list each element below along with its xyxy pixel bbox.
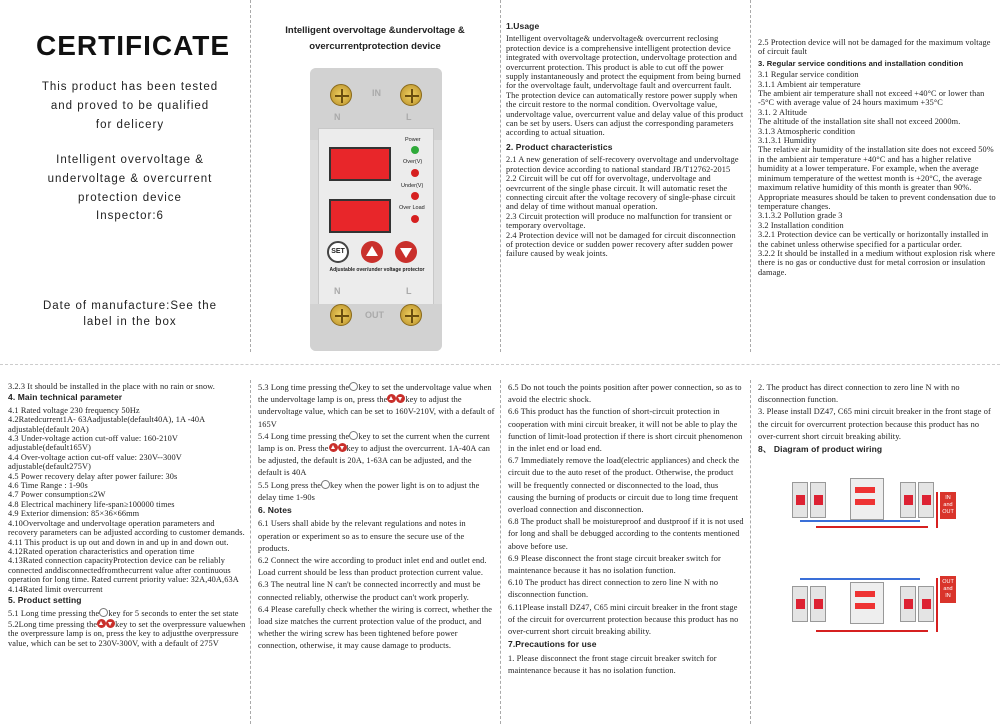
wire-blue [800,520,920,522]
technical-item: 4.6 Time Range : 1-90s [8,481,88,491]
note-item: 6.7 Immediately remove the load(electric appliances) and check the circuit due to the auto reset of the product. Otherwise, the product will be frequently connected or disconnected to the load, thus causing the burning of products or circuit due to long time frequent overload connection and disconnection. [508,456,740,515]
set-key-icon [321,480,330,489]
over-v-led-icon [411,169,419,177]
protector-icon [850,582,884,624]
setting-text: 5.1 Long time pressing the [8,609,100,619]
breaker-icon [792,482,808,518]
power-led-label: Power [405,137,421,143]
technical-item: 4.14Rated limit overcurrent [8,584,103,594]
notes-continued-panel [508,382,746,722]
wire-red [816,630,928,632]
setting-step [8,608,246,618]
service-item: 3.1 Regular service condition [758,70,859,80]
note-item: 6.9 Please disconnect the front stage circuit breaker switch for maintenance because it has no isolation function. [508,553,721,576]
under-v-led-icon [411,192,419,200]
note-item: 6.11Please install DZ47, C65 mini circuit breaker in the front stage of the circuit for overcurrent protection because this product has no over-current short circuit breaking ability. [508,602,739,637]
setting-text: key to adjust the undervoltage value, which can be set to 160V-210V, with a default of 165V [258,395,495,429]
usage-title: 1.Usage [506,21,540,31]
technical-item: 4.7 Power consumption≤2W [8,490,106,500]
breaker-icon [918,482,934,518]
bottom-l-label: L [406,286,412,296]
breaker-icon [900,482,916,518]
precaution-item: 1. Please disconnect the front stage circuit breaker switch for maintenance because it has no isolation function. [508,653,717,675]
certificate-product-line1: Intelligent overvoltage & [56,154,204,166]
in-terminal-label: IN [372,88,381,98]
wiring-text-panel [758,382,996,468]
screw-icon [330,304,352,326]
technical-item: 4.2Ratedcurrent1A- 63Aadjustable(default40A), 1A -40A adjustable(default 20A) [8,415,205,434]
service-title: 3. Regular service conditions and installation condition [758,58,964,68]
certificate-qualified-line: and proved to be qualified [50,100,210,112]
certificate-product-line2: undervoltage & overcurrent [47,173,213,185]
device-front-face [318,128,434,306]
setting-text: key to set the undervoltage value when the undervoltage lamp is on, press the [258,383,492,405]
service-item: 3.1.3 Atmospheric condition [758,126,856,136]
tag-text: OUT [942,509,954,515]
characteristic-item: 2.1 A new generation of self-recovery overvoltage and undervoltage protection device according to national standard JB/T12762-2015 [506,155,739,174]
screw-icon [330,84,352,106]
certificate-tested-line: This product has been tested [41,81,219,93]
up-key-icon [387,394,396,403]
technical-panel [8,382,246,722]
device-caption: Adjustable over/under voltage protector [329,267,425,273]
wire-red [816,526,928,528]
technical-item: 4.9 Exterior dimension: 85×36×66mm [8,509,140,519]
usage-panel [506,20,744,352]
up-key-icon [97,619,106,628]
setting-step [258,480,496,504]
technical-item: 4.5 Power recovery delay after power failure: 30s [8,471,178,481]
service-item: The relative air humidity of the installation site does not exceed 50% in the ambient air temperature +40°C and has a higher relative humidity at a lower temperature. For example, when the average minimum temperature of the wettest month is +20°C, the average maximum relative humidity of this month is greater than 90%. Appropriate measures should be taken to prevent condensation due to temperature changes. [758,145,996,211]
service-intro: 2.5 Protection device will not be damaged for the maximum voltage of circuit fault [758,38,991,57]
note-item: 6.8 The product shall be moistureproof and dustproof if it is not used for long and shall be debugged according to the contents mentioned above before use. [508,517,744,551]
service-item: 3.1. 2 Altitude [758,107,807,117]
wire-red [936,492,938,528]
notes-title: 6. Notes [258,505,292,516]
setting-text: 5.5 Long press the [258,480,322,490]
usage-text: Intelligent overvoltage& undervoltage& overcurrent reclosing protection device is a comprehensive intelligent protection device integrated with overvoltage protection, undervoltage protection and overcurrent protection. This product is able to cut off the power supply instantaneously and protect the equipment from being burned for the overvoltage fault, undervoltage fault and overcurrent fault. The protection device can automatically restore power supply when the circuit restore to the normal condition. Overvoltage value, undervoltage value, overcurrent value and delay value of this product can be set by users. Users can adjust the corresponding parameters according to actual situation. [506,34,744,138]
breaker-icon [810,482,826,518]
note-item: 6.4 Please carefully check whether the wiring is correct, whether the load size matches the current protection value of the product, and whether the wiring screw has been tightened before power connection, otherwise, it may cause damage to products. [258,604,493,651]
set-key-icon [99,608,108,617]
tag-text: and [943,586,953,592]
technical-item: 4.13Rated connection capacityProtection device can be reliably connected anddisconnectedfromthecurrent value after continuous operation for long time. Rated current priority value: 32A,40A,63A [8,556,239,585]
technical-intro: 3.2.3 It should be installed in the place with no rain or snow. [8,382,215,391]
characteristic-item: 2.4 Protection device will not be damaged for circuit disconnection of protection device or sudden power recovery after sudden power failure caused by weak joints. [506,230,736,259]
service-item: The ambient air temperature shall not exceed +40°C or lower than -5°C with average value of 24 hours maximum +35°C [758,89,985,108]
under-v-led-label: Under(V) [401,183,424,189]
technical-item: 4.3 Under-voltage action cut-off value: 160-210V adjustable(default165V) [8,434,178,453]
device-heading-line2: overcurrentprotection device [309,41,441,52]
screw-icon [400,84,422,106]
certificate-delicery-line: for delicery [95,119,165,131]
wiring-item: 2. The product has direct connection to zero line N with no disconnection function. [758,383,960,405]
setting-text: key for 5 seconds to enter the set state [108,609,239,619]
setting-text: key to adjust the overcurrent. 1A-40A can be adjusted, the default is 20A, 1-63A can be adjusted, and the default is 40A [258,444,491,478]
down-key-icon [338,443,347,452]
certificate-product-line3: protection device [78,192,182,204]
setting-text: key when the power light is on to adjust the delay time 1-90s [258,480,480,502]
setting-step [258,431,496,480]
wire-red [936,578,938,632]
service-item: 3.1.3.2 Pollution grade 3 [758,211,843,221]
certificate-date-line2: label in the box [83,316,177,328]
set-key-icon [349,431,358,440]
out-terminal-label: OUT [365,310,384,320]
n-terminal-label: N [334,112,341,122]
up-key-icon [329,443,338,452]
breaker-icon [792,586,808,622]
breaker-icon [900,586,916,622]
service-panel [758,38,996,338]
setting-text: 5.2Long time pressing the [8,619,98,629]
setting-text: 5.3 Long time pressing the [258,383,350,392]
bottom-n-label: N [334,286,341,296]
note-item: 6.5 Do not touch the points position after power connection, so as to avoid the electric shock. [508,383,742,405]
setting-step [8,619,246,648]
tag-text: IN [945,593,951,599]
protector-device-image [310,68,442,351]
service-item: 3.1.1 Ambient air temperature [758,79,861,89]
setting-title: 5. Product setting [8,594,82,605]
technical-item: 4.11 This product is up out and down in and up in and down out. [8,537,229,547]
tag-text: OUT [942,579,954,585]
notes-panel [258,382,496,722]
certificate-inspector: Inspector:6 [96,210,164,222]
current-display [329,199,391,233]
protector-icon [850,478,884,520]
certificate-date-line1: Date of manufacture:See the [42,300,218,312]
set-key-icon [349,382,358,391]
note-item: 6.10 The product has direct connection to zero line N with no disconnection function. [508,578,719,600]
down-arrow-button[interactable] [395,241,417,263]
certificate-title: CERTIFICATE [36,30,231,61]
wiring-title: 8、 Diagram of product wiring [758,444,883,455]
characteristics-title: 2. Product characteristics [506,141,613,152]
technical-item: 4.10Overvoltage and undervoltage operation parameters and recovery parameters can be adjusted according to customer demands. [8,518,245,538]
overload-led-label: Over Load [399,205,425,211]
service-item: 3.2.1 Protection device can be vertically or horizontally installed in the cabinet unless otherwise specified for a particular order. [758,230,989,249]
note-item: 6.3 The neutral line N can't be connected incorrectly and must be connected reliably, otherwise the product can't work properly. [258,580,481,602]
service-item: 3.2.2 It should be installed in a medium without explosion risk where there is no gas or conductive dust for metal corrosion or insulation damage. [758,248,996,277]
technical-item: 4.1 Rated voltage 230 frequency 50Hz [8,405,140,415]
tag-text: IN [945,495,951,501]
wiring-diagram [760,468,995,718]
over-v-led-label: Over(V) [403,159,423,165]
note-item: 6.1 Users shall abide by the relevant regulations and notes in operation or experiment so as to ensure the secure use of the products. [258,519,466,553]
service-item: The altitude of the installation site shall not exceed 2000m. [758,117,961,127]
voltage-display [329,147,391,181]
out-in-tag [940,576,956,603]
technical-item: 4.4 Over-voltage action cut-off value: 230V--300V adjustable(default275V) [8,452,182,472]
setting-text: 5.4 Long time pressing the [258,431,350,441]
setting-step [258,382,496,431]
characteristic-item: 2.3 Circuit protection will produce no malfunction for transient or temporary overvoltage. [506,211,732,231]
note-item: 6.2 Connect the wire according to product inlet end and outlet end. Load current should be less than product protection current value. [258,556,487,578]
breaker-icon [918,586,934,622]
technical-item: 4.12Rated operation characteristics and operation time [8,546,195,556]
service-item: 3.2 Installation condition [758,220,844,230]
characteristic-item: 2.2 Circuit will be cut off for overvoltage, undervoltage and oevrcurrent of the single phase circuit. It will automatic reset the connecting circuit after the voltage recovery of single-phase circuit and delay of time without manual operation. [506,174,736,212]
setting-text: key to set the current when the current lamp is on. Press the [258,431,490,454]
precautions-title: 7.Precautions for use [508,639,597,650]
screw-icon [400,304,422,326]
set-button[interactable]: SET [327,241,349,263]
tag-text: and [943,502,953,508]
down-key-icon [106,619,115,628]
up-arrow-button[interactable] [361,241,383,263]
breaker-icon [810,586,826,622]
setting-text: key to set the overpressure valuewhen the overpressure lamp is on, press the key to adjustthe overpressure value, which can be set to 230V-300V, with a default of 275V [8,619,246,648]
technical-item: 4.8 Electrical machinery life-span≥100000 times [8,499,175,509]
service-item: 3.1.3.1 Humidity [758,136,817,146]
in-out-tag [940,492,956,519]
power-led-icon [411,146,419,154]
wiring-item: 3. Please install DZ47, C65 mini circuit breaker in the front stage of the circuit for overcurrent protection because this product has no over-current short circuit breaking ability. [758,407,991,441]
l-terminal-label: L [406,112,412,122]
overload-led-icon [411,215,419,223]
wire-blue [800,578,920,580]
device-heading-line1: Intelligent overvoltage &undervoltage & [285,25,465,36]
technical-title: 4. Main technical parameter [8,392,123,403]
note-item: 6.6 This product has the function of short-circuit protection in cooperation with mini circuit breaker, it will not be able to play the function of limit-load protection if there is short circuit phenomenon in the inlet end or load end. [508,407,743,454]
